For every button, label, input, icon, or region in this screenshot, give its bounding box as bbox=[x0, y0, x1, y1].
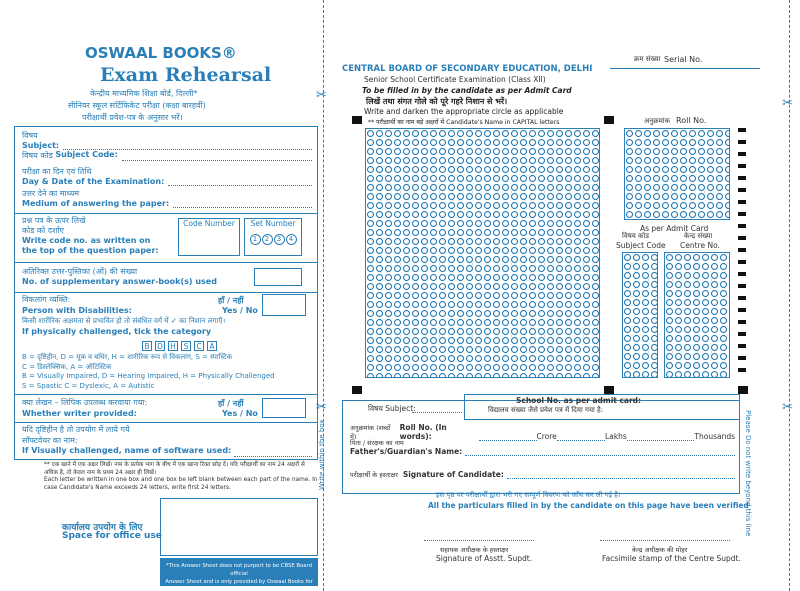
write-within-label: Write within the box bbox=[318, 419, 326, 490]
signature-field[interactable] bbox=[507, 478, 735, 479]
sign-label: Signature of Candidate: bbox=[402, 470, 504, 479]
timing-mark bbox=[604, 386, 614, 394]
sign-hi: परीक्षार्थी के हस्ताक्षर bbox=[350, 471, 399, 479]
divider bbox=[14, 394, 318, 395]
school-no-label: School No. as per admit card: bbox=[516, 396, 642, 405]
lakhs-label: Lakhs bbox=[605, 432, 627, 441]
code-number-box[interactable] bbox=[178, 218, 240, 256]
office-box[interactable] bbox=[160, 498, 318, 556]
disab-field[interactable] bbox=[262, 294, 306, 316]
verified-hi: इस पृष्ठ पर परीक्षार्थी द्वारा भरी गए सम्पूर्ण विवरण को जाँच कर ली गई है। bbox=[436, 491, 621, 499]
category-a[interactable]: A bbox=[207, 341, 217, 351]
legend-hi1: B = दृष्टिहीन, D = मूक व बधिर, H = शारीरिक रूप से विकलांग, S = स्पास्टिक bbox=[22, 353, 233, 361]
set-option-3[interactable]: 3 bbox=[274, 234, 285, 245]
disab-yes-no-hi: हाँ / नहीं bbox=[218, 296, 244, 305]
roll-hi: अनुक्रमांक bbox=[644, 117, 670, 125]
writer-block bbox=[22, 398, 147, 419]
centre-stamp-field[interactable] bbox=[600, 540, 730, 541]
father-label: Father's/Guardian's Name: bbox=[350, 447, 463, 456]
medium-label: Medium of answering the paper: bbox=[22, 199, 170, 208]
name-caps-label: ** परीक्षार्थी का नाम बड़े अक्षरों में Candidate's Name in CAPITAL letters bbox=[368, 119, 560, 126]
serial-hi: क्रम संख्या bbox=[634, 55, 661, 63]
supp-block bbox=[22, 266, 217, 286]
software-hi1: यदि दृष्टिहीन है तो उपयोग में लाये गये bbox=[22, 425, 130, 434]
roll-en: Roll No. bbox=[676, 116, 707, 125]
code-number-label: Code Number bbox=[183, 219, 235, 228]
hindi-board: केन्द्रीय माध्यमिक शिक्षा बोर्ड, दिल्ली* bbox=[90, 89, 198, 98]
school-no-hi: विद्यालय संख्या जैसे प्रवेश पत्र में दिया गया है: bbox=[488, 406, 604, 414]
board-title: CENTRAL BOARD OF SECONDARY EDUCATION, DELHI bbox=[342, 64, 593, 74]
serial-field[interactable] bbox=[610, 68, 760, 69]
disab-label: Person with Disabilities: bbox=[22, 305, 132, 315]
set-number-box bbox=[244, 218, 302, 256]
legend-en1: B = Visually Impaired, D = Hearing Impaired, H = Physically Challenged bbox=[22, 372, 275, 380]
divider bbox=[14, 292, 318, 293]
footer-line2: Answer Sheet and is only provided by Oswaal Books for Practice. bbox=[165, 579, 313, 591]
crore-label: Crore bbox=[536, 432, 557, 441]
category-s[interactable]: S bbox=[181, 341, 191, 351]
medium-field[interactable] bbox=[173, 199, 312, 208]
roll-words-label: Roll No. (In words): bbox=[399, 423, 447, 441]
office-hi: कार्यालय उपयोग के लिए bbox=[62, 523, 143, 533]
day-date-field[interactable] bbox=[168, 177, 312, 186]
supp-count-field[interactable] bbox=[254, 268, 302, 286]
subject-field[interactable] bbox=[63, 141, 312, 150]
exam-title: Senior School Certificate Examination (Class XII) bbox=[364, 75, 546, 84]
writer-yes-no-en: Yes / No bbox=[222, 409, 258, 418]
centre-en: Centre No. bbox=[680, 241, 720, 250]
set-number-label: Set Number bbox=[250, 219, 296, 228]
timing-mark bbox=[738, 386, 748, 394]
father-row bbox=[350, 438, 735, 456]
subject-row bbox=[22, 130, 312, 150]
supp-hi: अतिरिक्त उत्तर-पुस्तिका (ओं) की संख्या bbox=[22, 267, 138, 276]
roll-number-grid[interactable] bbox=[624, 128, 730, 220]
scissors-icon-top: ✂ bbox=[316, 88, 327, 103]
divider bbox=[14, 213, 318, 214]
qp-code-en2: the top of the question paper: bbox=[22, 246, 159, 255]
software-block bbox=[22, 425, 312, 457]
divider bbox=[14, 262, 318, 263]
timing-mark bbox=[352, 386, 362, 394]
footer-line1: *This Answer Sheet does not purport to be CBSE Board official bbox=[166, 563, 312, 577]
writer-yes-no-hi: हाँ / नहीं bbox=[218, 399, 244, 408]
qp-code-block bbox=[22, 216, 177, 256]
subject-code-hi: विषय कोड bbox=[22, 151, 53, 160]
note-hi: ** एक खाने में एक अक्षर लिखें। नाम के प्रत्येक भाग के बीच में एक खाना रिक्त छोड़ दें। यदि परीक्षार्थी का नाम 24 अक्षरों से अधिक है, तो केवल नाम के प्रथम 24 अक्षर ही लिखें। bbox=[44, 462, 305, 476]
disab-hi: विकलांग व्यक्ति: bbox=[22, 295, 71, 304]
qp-code-hi2: कोड को दर्शाए bbox=[22, 226, 64, 235]
subject-code-label: Subject Code: bbox=[55, 150, 118, 159]
timing-mark bbox=[604, 116, 614, 124]
centre-hi: केन्द्र संख्या bbox=[684, 232, 713, 240]
scissors-icon-right: ✂ bbox=[782, 96, 793, 111]
divider bbox=[14, 422, 318, 423]
name-note bbox=[44, 462, 320, 492]
asst-en: Signature of Asstt. Supdt. bbox=[436, 554, 533, 563]
category-legend bbox=[22, 353, 317, 391]
set-option-1[interactable]: 1 bbox=[250, 234, 261, 245]
centre-number-grid[interactable] bbox=[664, 252, 730, 378]
centre-supdt-en: Facsimile stamp of the Centre Supdt. bbox=[602, 554, 741, 563]
side-note: Please Do not write beyond this line bbox=[744, 410, 752, 537]
admit-card-label: As per Admit Card bbox=[640, 224, 709, 233]
timing-track bbox=[738, 128, 746, 378]
page-title: Exam Rehearsal bbox=[100, 64, 272, 86]
serial-en: Serial No. bbox=[664, 55, 703, 64]
subject-right-hi: विषय bbox=[368, 404, 383, 413]
supp-label: No. of supplementary answer-book(s) used bbox=[22, 277, 217, 286]
subject-right-label: Subject: bbox=[385, 404, 416, 413]
day-date-row bbox=[22, 166, 312, 186]
disab-cat-label: If physically challenged, tick the category bbox=[22, 326, 212, 336]
legend-hi2: C = डिस्लेक्सिक, A = ऑटिस्टिक bbox=[22, 362, 112, 371]
category-boxes bbox=[142, 341, 217, 351]
subject-code-field[interactable] bbox=[122, 150, 312, 161]
subject-label: Subject: bbox=[22, 141, 60, 150]
medium-hi: उत्तर देने का माध्यम bbox=[22, 189, 80, 198]
cut-line-right bbox=[789, 0, 790, 591]
disab-yes-no-en: Yes / No bbox=[222, 306, 258, 315]
software-field[interactable] bbox=[234, 446, 312, 457]
category-h[interactable]: H bbox=[168, 341, 178, 351]
subj-code-en: Subject Code bbox=[616, 241, 666, 250]
asst-sign-field[interactable] bbox=[424, 540, 534, 541]
darken-note: Write and darken the appropriate circle as applicable bbox=[364, 107, 564, 116]
day-date-hi: परीक्षा का दिन एवं तिथि bbox=[22, 167, 92, 176]
subject-code-row bbox=[22, 150, 312, 161]
writer-label: Whether writer provided: bbox=[22, 408, 137, 418]
category-d[interactable]: D bbox=[155, 341, 165, 351]
qp-code-en1: Write code no. as written on bbox=[22, 236, 151, 245]
subject-right-field[interactable] bbox=[412, 412, 462, 413]
subject-hi: विषय bbox=[22, 131, 38, 140]
thousands-label: Thousands bbox=[694, 432, 735, 441]
fill-hi: लिखें तथा संगत गोले को पूरे गहरे निशान से भरें। bbox=[366, 97, 508, 106]
father-field[interactable] bbox=[465, 447, 735, 456]
software-hi2: सॉफ्टवेयर का नाम: bbox=[22, 435, 78, 445]
set-option-2[interactable]: 2 bbox=[262, 234, 273, 245]
subj-code-hi: विषय कोड bbox=[622, 232, 649, 240]
disab-cat-hi: किसी शारीरिक अक्षमता से प्रभावित हो तो संबंधित वर्ग में ✓ का निशान लगाएँ। bbox=[22, 316, 226, 325]
writer-hi: क्या लेखन – लिपिक उपलब्ध करवाया गया: bbox=[22, 398, 148, 407]
verified-en: All the particulars filled in by the candidate on this page have been verified bbox=[428, 501, 749, 510]
medium-row bbox=[22, 188, 312, 208]
day-date-label: Day & Date of the Examination: bbox=[22, 177, 165, 186]
sign-row bbox=[350, 470, 735, 479]
qp-code-hi1: प्रश्न पत्र के ऊपर लिखे bbox=[22, 216, 86, 225]
note-en: Each letter be written in one box and one box be left blank between each part of the name. In case Candidate's Name exceeds 24 letters, write first 24 letters. bbox=[44, 477, 318, 491]
writer-field[interactable] bbox=[262, 398, 306, 418]
father-hi: पिता / संरक्षक का नाम bbox=[350, 439, 404, 447]
asst-hi: सहायक अधीक्षक के हस्ताक्षर bbox=[440, 546, 509, 554]
hindi-fill: परीक्षार्थी प्रवेश-पत्र के अनुसार भरें। bbox=[82, 113, 183, 122]
footer-note bbox=[160, 558, 318, 591]
timing-mark bbox=[352, 116, 362, 124]
set-option-4[interactable]: 4 bbox=[286, 234, 297, 245]
hindi-exam: सीनियर स्कूल सर्टिफिकेट परीक्षा (कक्षा बारहवीं) bbox=[68, 101, 206, 110]
scissors-icon-bottom: ✂ bbox=[316, 400, 327, 415]
office-en: Space for office use bbox=[62, 531, 162, 541]
brand: OSWAAL BOOKS® bbox=[85, 44, 237, 62]
subject-right-row bbox=[368, 404, 416, 414]
subject-code-grid[interactable] bbox=[622, 252, 658, 378]
software-label: If Visually challenged, name of software used: bbox=[22, 446, 232, 455]
roll-words-hi: अनुक्रमांक (शब्दों में) bbox=[350, 424, 391, 441]
fill-en: To be filled in by the candidate as per Admit Card bbox=[362, 86, 572, 95]
scissors-icon-right2: ✂ bbox=[782, 400, 793, 415]
category-b[interactable]: B bbox=[142, 341, 152, 351]
category-c[interactable]: C bbox=[194, 341, 204, 351]
centre-supdt-hi: केन्द्र अधीक्षक की मोहर bbox=[632, 546, 688, 554]
legend-en2: S = Spastic C = Dyslexic, A = Autistic bbox=[22, 381, 155, 390]
candidate-name-grid[interactable] bbox=[365, 128, 600, 378]
